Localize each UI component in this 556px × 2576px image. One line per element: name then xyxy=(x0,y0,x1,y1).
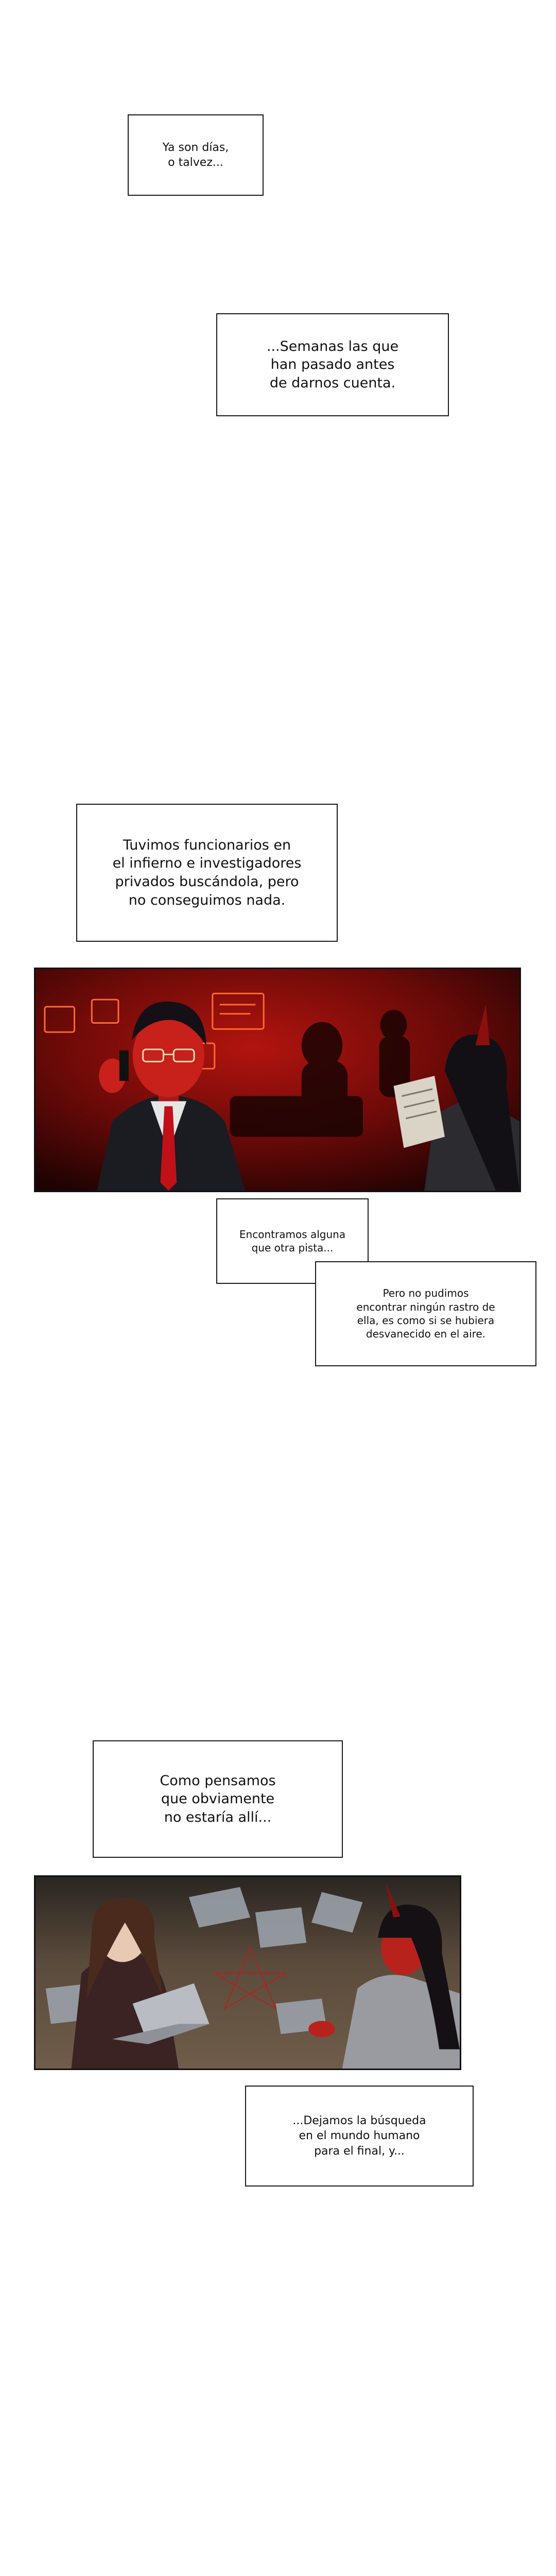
narration-text-5: Pero no pudimos encontrar ningún rastro de ella, es como si se hubiera desvanecido en el aire. xyxy=(356,1287,495,1341)
comic-panel-office xyxy=(34,968,521,1192)
narration-box-1 xyxy=(128,114,264,196)
narration-text-1: Ya son días, o talvez... xyxy=(162,141,229,169)
narration-box-3 xyxy=(76,804,338,942)
narration-box-2 xyxy=(216,313,449,416)
narration-text-3: Tuvimos funcionarios en el infierno e investigadores privados buscándola, pero no conseguimos nada. xyxy=(112,837,302,908)
narration-text-4: Encontramos alguna que otra pista... xyxy=(239,1228,346,1254)
narration-box-6 xyxy=(93,1740,343,1858)
narration-text-2: ...Semanas las que han pasado antes de darnos cuenta. xyxy=(266,338,399,391)
floor-scene-illustration xyxy=(36,1877,460,2069)
narration-text-6: Como pensamos que obviamente no estaría allí... xyxy=(160,1772,276,1825)
narration-box-5 xyxy=(315,1261,536,1366)
narration-text-7: ...Dejamos la búsqueda en el mundo humano para el final, y... xyxy=(292,2114,426,2158)
office-scene-illustration xyxy=(36,969,519,1191)
narration-box-7 xyxy=(245,2086,474,2187)
comic-panel-floor-search xyxy=(34,1875,461,2070)
